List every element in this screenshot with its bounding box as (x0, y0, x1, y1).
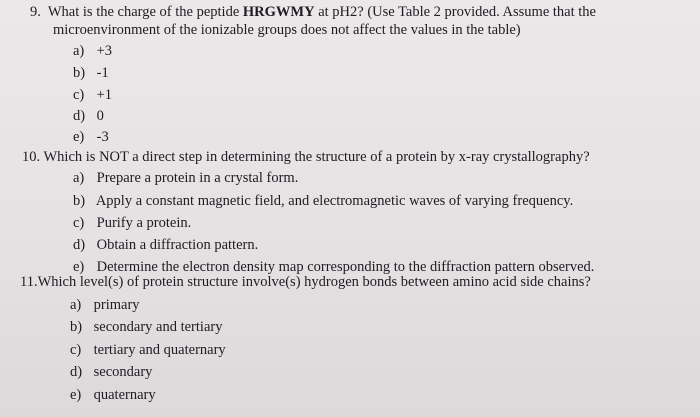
option-text: tertiary and quaternary (93, 342, 226, 358)
option-text: Apply a constant magnetic field, and electromagnetic waves of varying frequency. (95, 193, 574, 209)
option-text: Prepare a protein in a crystal form. (96, 170, 299, 186)
option-letter: d) (73, 237, 86, 253)
option-text: Determine the electron density map corresponding to the diffraction pattern observed. (96, 259, 595, 275)
option-e[interactable] (73, 128, 109, 146)
option-letter: e) (70, 387, 82, 403)
option-text: primary (93, 297, 140, 313)
question-10 (22, 148, 590, 166)
question-text: What is the charge of the peptide (47, 4, 243, 20)
option-text: 0 (96, 108, 104, 124)
option-text: +3 (96, 43, 113, 59)
option-text: Purify a protein. (96, 215, 192, 231)
option-c[interactable] (73, 214, 191, 232)
option-letter: d) (70, 364, 83, 380)
question-9-line-1 (30, 3, 596, 21)
option-letter: b) (70, 319, 83, 335)
option-text: -1 (96, 65, 109, 81)
question-text: Which is NOT a direct step in determining the structure of a protein by x-ray crystallography? (43, 149, 590, 165)
option-e[interactable] (70, 386, 156, 404)
option-letter: b) (73, 193, 86, 209)
option-letter: d) (73, 108, 86, 124)
option-text: secondary (93, 364, 153, 380)
question-number: 9. (30, 4, 41, 20)
peptide-sequence: HRGWMY (242, 4, 315, 20)
question-number: 11. (20, 274, 38, 290)
option-text: -3 (96, 129, 109, 145)
question-11 (20, 273, 591, 291)
option-c[interactable] (73, 86, 112, 104)
question-text: Which level(s) of protein structure involve(s) hydrogen bonds between amino acid side chains? (37, 274, 591, 290)
option-a[interactable] (73, 169, 298, 187)
question-9-line-2: microenvironment of the ionizable groups does not affect the values in the table) (53, 22, 521, 38)
option-text: Obtain a diffraction pattern. (96, 237, 259, 253)
option-letter: c) (73, 215, 85, 231)
option-b[interactable] (70, 318, 222, 336)
option-a[interactable] (73, 42, 112, 60)
option-d[interactable] (73, 107, 104, 125)
option-text: quaternary (93, 387, 156, 403)
option-a[interactable] (70, 296, 140, 314)
option-letter: c) (73, 87, 85, 103)
option-letter: e) (73, 259, 85, 275)
question-number: 10. (22, 149, 41, 165)
option-letter: b) (73, 65, 86, 81)
option-d[interactable] (70, 363, 152, 381)
option-b[interactable] (73, 192, 573, 210)
option-letter: e) (73, 129, 85, 145)
option-letter: c) (70, 342, 82, 358)
option-text: +1 (96, 87, 113, 103)
option-d[interactable] (73, 236, 258, 254)
option-b[interactable] (73, 64, 109, 82)
question-text: at pH2? (Use Table 2 provided. Assume that the (314, 4, 596, 20)
option-c[interactable] (70, 341, 226, 359)
option-letter: a) (70, 297, 82, 313)
option-letter: a) (73, 170, 85, 186)
option-letter: a) (73, 43, 85, 59)
option-text: secondary and tertiary (93, 319, 223, 335)
